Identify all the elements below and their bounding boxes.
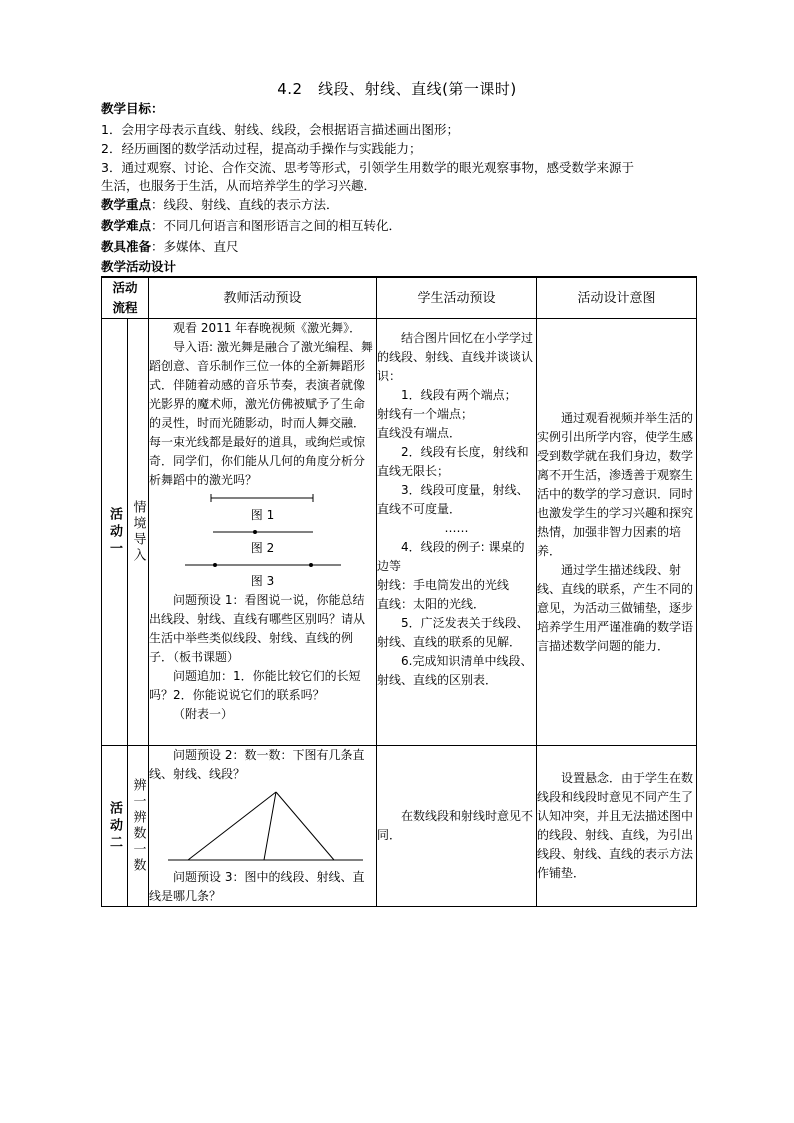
ray-figure	[193, 527, 333, 537]
intent-text: 通过观看视频并举生活的实例引出所学内容，使学生感受到数学就在我们身边，数学离不开生活，渗透善于观察生活中的数学的学习意识．同时也激发学生的学习兴趣和探究热情，加强非智力因素的培养．	[537, 410, 694, 558]
table-row	[102, 746, 697, 907]
key-point	[101, 196, 339, 214]
teacher-text: 观看 2011 年春晚视频《激光舞》．	[173, 321, 362, 335]
teacher-text: （附表一）	[173, 707, 234, 721]
teacher-text: 问题追加：1．你能比较它们的长短吗？2．你能说说它们的联系吗？	[149, 669, 361, 702]
student-text: 3．线段可度量，射线、直线不可度量．	[377, 483, 529, 516]
teacher-cell	[149, 319, 377, 746]
student-text: 射线有一个端点；	[377, 407, 474, 421]
activity-label-text: 活动二	[107, 800, 122, 852]
segment-figure	[193, 492, 333, 504]
intent-text: 通过学生描述线段、射线、直线的联系，产生不同的意见，为活动三做铺垫，逐步培养学生用严谨准确的数学语言描述数学问题的能力．	[537, 562, 694, 653]
triangle-figure	[158, 786, 368, 866]
figure-caption: 图 1	[250, 508, 275, 522]
header-activity-flow-line1: 活动	[112, 280, 138, 295]
student-text: 在数线段和射线时意见不同．	[377, 809, 534, 842]
header-activity-flow-line2: 流程	[112, 300, 138, 315]
student-cell	[377, 746, 537, 907]
intent-cell	[537, 746, 697, 907]
stage-label-text: 辨一辨数一数	[130, 778, 146, 874]
difficulty	[101, 217, 401, 235]
activity-label-text: 活动一	[107, 506, 122, 558]
header-student: 学生活动预设	[377, 277, 537, 319]
stage-label	[128, 746, 149, 907]
teacher-text: 导入语: 激光舞是融合了激光编程、舞蹈创意、音乐制作三位一体的全新舞蹈形式．伴随着动感的音乐节奏，表演者就像光影界的魔术师，激光仿佛被赋予了生命的灵性，时而光随影动，时而人舞交融．每一束光线都是最好的道具，或绚烂或惊奇．同学们，你们能从几何的角度分析分析舞蹈中的激光吗？	[149, 340, 373, 487]
tools-label: 教具准备	[101, 239, 152, 254]
design-heading: 教学活动设计	[101, 259, 177, 274]
line-figure	[183, 560, 343, 570]
goal-2: 2．经历画图的数学活动过程，提高动手操作与实践能力；	[101, 141, 422, 156]
goal-3: 3．通过观察、讨论、合作交流、思考等形式，引领学生用数学的眼光观察事物，感受数学来源于	[101, 160, 634, 175]
student-cell	[377, 319, 537, 746]
student-text: 直线：太阳的光线．	[377, 597, 486, 611]
activity-table	[101, 276, 697, 907]
figure-caption: 图 2	[250, 541, 275, 555]
difficulty-label: 教学难点	[101, 218, 152, 233]
goal-1: 1．会用字母表示直线、射线、线段，会根据语言描述画出图形；	[101, 122, 459, 137]
goal-3-cont: 生活，也服务于生活，从而培养学生的学习兴趣．	[101, 178, 377, 193]
student-text: 2．线段有长度，射线和直线无限长；	[377, 445, 529, 478]
teacher-text: 问题预设 1：看图说一说，你能总结出线段、射线、直线有哪些区别吗？请从生活中举些类似线段、射线、直线的例子．（板书课题）	[149, 593, 366, 664]
key-point-label: 教学重点	[101, 197, 152, 212]
teacher-text: 问题预设 2：数一数：下图有几条直线、射线、线段？	[149, 748, 365, 781]
header-intent: 活动设计意图	[537, 277, 697, 319]
student-text: 结合图片回忆在小学学过的线段、射线、直线并谈谈认识：	[377, 331, 534, 383]
key-point-text: ：线段、射线、直线的表示方法．	[151, 197, 339, 212]
tools	[101, 238, 239, 256]
goals-heading: 教学目标：	[101, 101, 164, 116]
student-text: 6.完成知识清单中线段、射线、直线的区别表．	[377, 654, 533, 687]
teacher-text: 问题预设 3：图中的线段、射线、直线是哪几条？	[149, 870, 365, 903]
header-activity-flow	[102, 277, 149, 319]
student-text: 直线没有端点．	[377, 426, 462, 440]
table-row	[102, 319, 697, 746]
page-title: 4.2 线段、射线、直线(第一课时)	[277, 80, 517, 98]
student-text: 1．线段有两个端点；	[401, 388, 517, 402]
intent-text: 设置悬念．由于学生在数线段和线段时意见不同产生了认知冲突，并且无法描述图中的线段、射线、直线，为引出线段、射线、直线的表示方法作铺垫．	[537, 771, 694, 880]
stage-label	[128, 319, 149, 746]
table-header-row	[102, 277, 697, 319]
student-text: 射线：手电筒发出的光线	[377, 578, 510, 592]
tools-text: ：多媒体、直尺	[151, 239, 239, 254]
stage-label-text: 情境导入	[130, 500, 146, 564]
student-text: ……	[444, 521, 469, 535]
student-text: 5．广泛发表关于线段、射线、直线的联系的见解．	[377, 616, 529, 649]
activity-label	[102, 746, 128, 907]
activity-label	[102, 319, 128, 746]
intent-cell	[537, 319, 697, 746]
student-text: 4．线段的例子: 课桌的边等	[377, 540, 525, 573]
figure-caption: 图 3	[250, 574, 275, 588]
difficulty-text: ：不同几何语言和图形语言之间的相互转化．	[151, 218, 402, 233]
header-teacher: 教师活动预设	[149, 277, 377, 319]
teacher-cell	[149, 746, 377, 907]
